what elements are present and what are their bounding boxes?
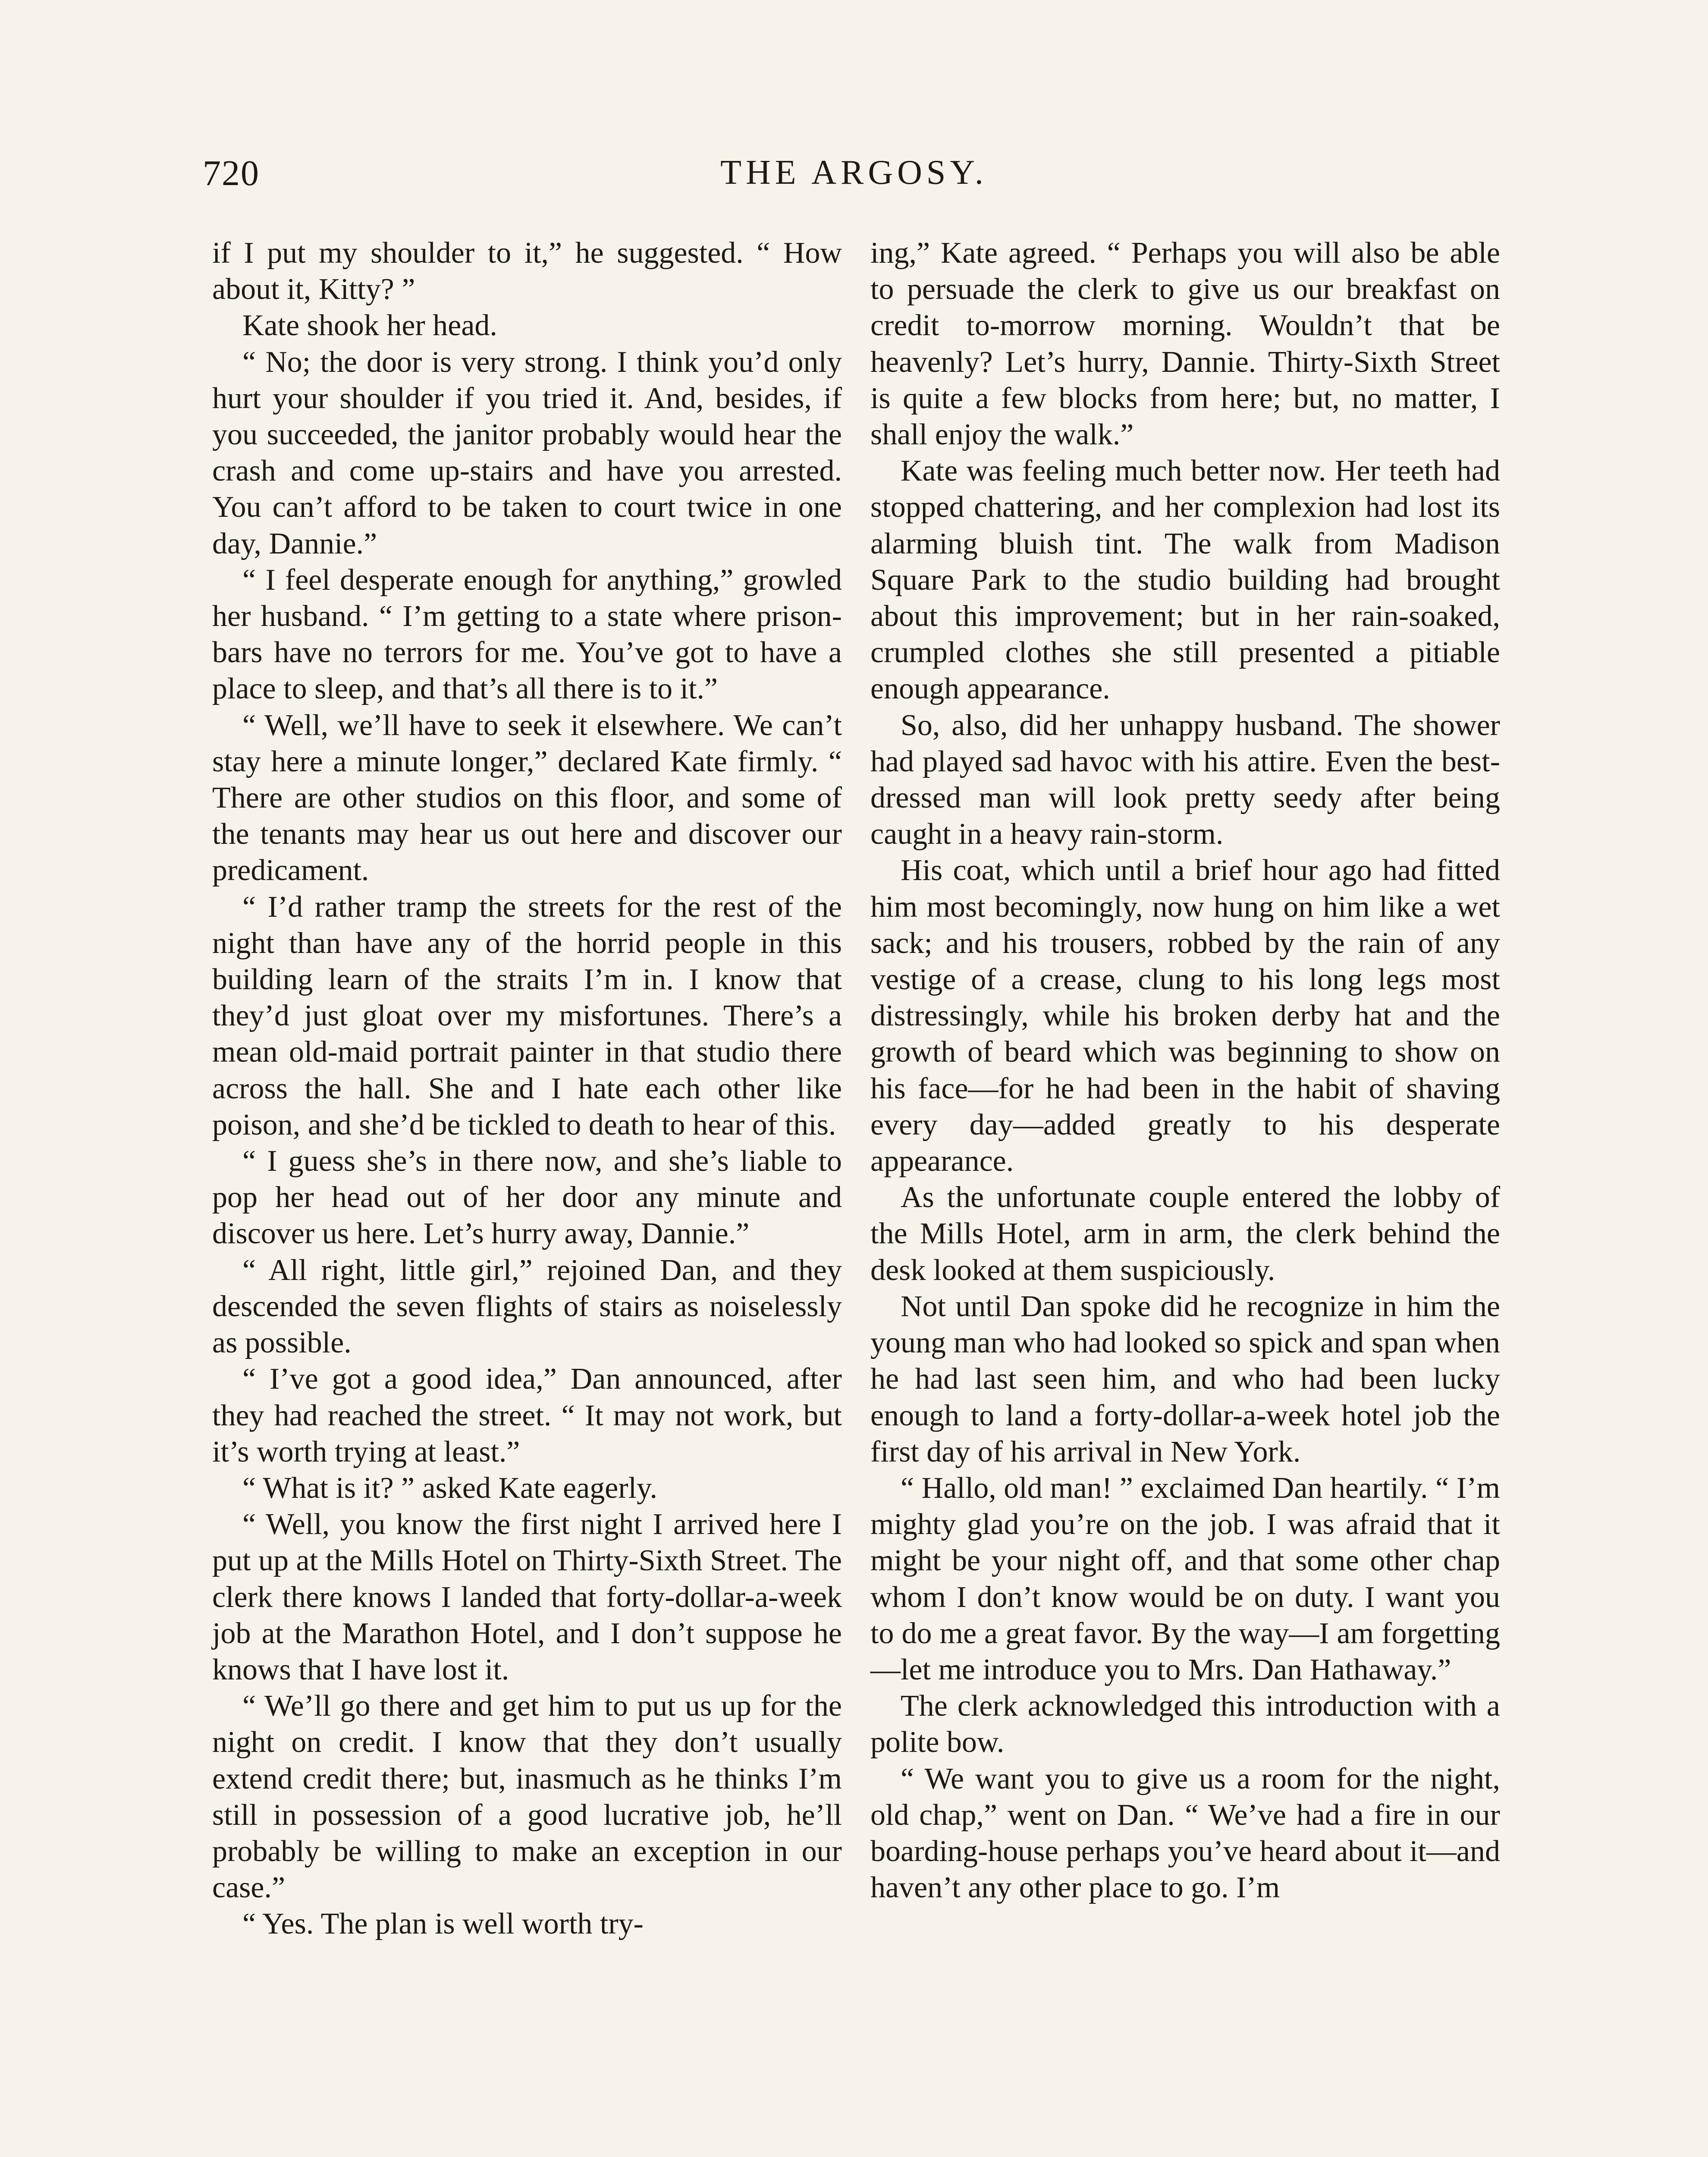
paragraph: “ I’ve got a good idea,” Dan announced, after they had reached the street. “ It may not work, but it’s worth trying at least.” [212, 1362, 842, 1468]
paragraph: “ Yes. The plan is well worth try- [242, 1907, 644, 1941]
paragraph: “ We’ll go there and get him to put us up for the night on credit. I know that they don’t usually extend credit there; but, inasmuch as he thinks I’m still in possession of a good lucrative job, he’ll probably be willing to make an exception in our case.” [212, 1689, 842, 1905]
paragraph: “ All right, little girl,” rejoined Dan, and they descended the seven flights of stairs as noiselessly as possible. [212, 1253, 842, 1360]
paragraph: His coat, which until a brief hour ago had fitted him most becomingly, now hung on him like a wet sack; and his trousers, robbed by the rain of any vestige of a crease, clung to his long legs most distressingly, while his broken derby hat and the growth of beard which was beginning to show on his face—for he had been in the habit of shaving every day—added greatly to his desperate appearance. [870, 854, 1500, 1178]
paragraph: “ Well, you know the first night I arrived here I put up at the Mills Hotel on Thirty-Sixth Street. The clerk there knows I landed that forty-dollar-a-week job at the Marathon Hotel, and I don’t suppose he knows that I have lost it. [212, 1508, 842, 1686]
paragraph: if I put my shoulder to it,” he suggested. “ How about it, Kitty? ” [212, 236, 842, 306]
paragraph: So, also, did her unhappy husband. The shower had played sad havoc with his attire. Even the best-dressed man will look pretty seedy after being caught in a heavy rain-storm. [870, 708, 1500, 851]
paragraph: “ I feel desperate enough for anything,” growled her husband. “ I’m getting to a state where prison-bars have no terrors for me. You’ve got to have a place to sleep, and that’s all there is to it.” [212, 563, 842, 706]
paragraph: “ I guess she’s in there now, and she’s liable to pop her head out of her door any minute and discover us here. Let’s hurry away, Dannie.” [212, 1145, 842, 1251]
paragraph: Kate was feeling much better now. Her teeth had stopped chattering, and her complexion had lost its alarming bluish tint. The walk from Madison Square Park to the studio building had brought about this improvement; but in her rain-soaked, crumpled clothes she still presented a pitiable enough appearance. [870, 454, 1500, 706]
running-head: THE ARGOSY. [720, 154, 988, 192]
paragraph: As the unfortunate couple entered the lobby of the Mills Hotel, arm in arm, the clerk behind the desk looked at them suspiciously. [870, 1181, 1500, 1287]
paragraph: “ No; the door is very strong. I think you’d only hurt your shoulder if you tried it. And, besides, if you succeeded, the janitor probably would hear the crash and come up-stairs and have you arrested. You can’t afford to be taken to court twice in one day, Dannie.” [212, 345, 842, 560]
left-column [212, 235, 842, 1943]
paragraph: The clerk acknowledged this introduction with a polite bow. [870, 1689, 1500, 1759]
paragraph: “ I’d rather tramp the streets for the rest of the night than have any of the horrid people in this building learn of the straits I’m in. I know that they’d just gloat over my misfortunes. There’s a mean old-maid portrait painter in that studio there across the hall. She and I hate each other like poison, and she’d be tickled to death to hear of this. [212, 890, 842, 1141]
paragraph: “ What is it? ” asked Kate eagerly. [242, 1471, 658, 1505]
paragraph: “ We want you to give us a room for the night, old chap,” went on Dan. “ We’ve had a fire in our boarding-house perhaps you’ve heard about it—and haven’t any other place to go. I’m [870, 1762, 1500, 1905]
page-number: 720 [203, 153, 260, 193]
paragraph: “ Hallo, old man! ” exclaimed Dan heartily. “ I’m mighty glad you’re on the job. I was afraid that it might be your night off, and that some other chap whom I don’t know would be on duty. I want you to do me a great favor. By the way—I am forgetting—let me introduce you to Mrs. Dan Hathaway.” [870, 1471, 1500, 1686]
right-column [870, 235, 1500, 1906]
paragraph: Kate shook her head. [242, 309, 497, 343]
paragraph: Not until Dan spoke did he recognize in him the young man who had looked so spick and span when he had last seen him, and who had been lucky enough to land a forty-dollar-a-week hotel job the first day of his arrival in New York. [870, 1289, 1500, 1468]
paragraph: ing,” Kate agreed. “ Perhaps you will also be able to persuade the clerk to give us our breakfast on credit to-morrow morning. Wouldn’t that be heavenly? Let’s hurry, Dannie. Thirty-Sixth Street is quite a few blocks from here; but, no matter, I shall enjoy the walk.” [870, 236, 1500, 452]
paragraph: “ Well, we’ll have to seek it elsewhere. We can’t stay here a minute longer,” declared Kate firmly. “ There are other studios on this floor, and some of the tenants may hear us out here and discover our predicament. [212, 708, 842, 887]
